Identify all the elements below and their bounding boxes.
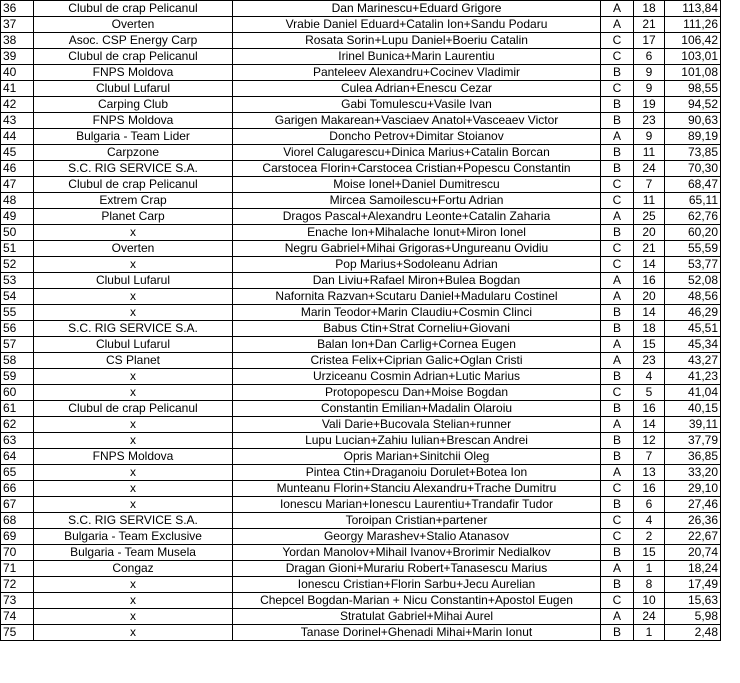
sector-cell: B bbox=[601, 401, 634, 417]
position-cell: 38 bbox=[1, 33, 34, 49]
score-cell: 111,26 bbox=[665, 17, 721, 33]
table-row bbox=[1, 257, 721, 273]
sector-cell: C bbox=[601, 385, 634, 401]
position-cell: 75 bbox=[1, 625, 34, 641]
position-cell: 46 bbox=[1, 161, 34, 177]
team-members-cell: Vali Darie+Bucovala Stelian+runner bbox=[233, 417, 601, 433]
sector-cell: B bbox=[601, 321, 634, 337]
team-members-cell: Panteleev Alexandru+Cocinev Vladimir bbox=[233, 65, 601, 81]
club-cell: S.C. RIG SERVICE S.A. bbox=[34, 513, 233, 529]
position-cell: 36 bbox=[1, 1, 34, 17]
table-row bbox=[1, 417, 721, 433]
team-members-cell: Lupu Lucian+Zahiu Iulian+Brescan Andrei bbox=[233, 433, 601, 449]
stand-cell: 17 bbox=[634, 33, 665, 49]
club-cell: CS Planet bbox=[34, 353, 233, 369]
stand-cell: 1 bbox=[634, 625, 665, 641]
sector-cell: C bbox=[601, 81, 634, 97]
position-cell: 72 bbox=[1, 577, 34, 593]
club-cell: x bbox=[34, 225, 233, 241]
table-row bbox=[1, 449, 721, 465]
club-cell: Clubul de crap Pelicanul bbox=[34, 401, 233, 417]
club-cell: Bulgaria - Team Exclusive bbox=[34, 529, 233, 545]
team-members-cell: Rosata Sorin+Lupu Daniel+Boeriu Catalin bbox=[233, 33, 601, 49]
table-row bbox=[1, 177, 721, 193]
sector-cell: C bbox=[601, 241, 634, 257]
sector-cell: C bbox=[601, 529, 634, 545]
team-members-cell: Opris Marian+Sinitchii Oleg bbox=[233, 449, 601, 465]
sector-cell: B bbox=[601, 305, 634, 321]
club-cell: Overten bbox=[34, 17, 233, 33]
club-cell: S.C. RIG SERVICE S.A. bbox=[34, 321, 233, 337]
team-members-cell: Carstocea Florin+Carstocea Cristian+Popescu Constantin bbox=[233, 161, 601, 177]
position-cell: 37 bbox=[1, 17, 34, 33]
table-row bbox=[1, 97, 721, 113]
score-cell: 39,11 bbox=[665, 417, 721, 433]
score-cell: 33,20 bbox=[665, 465, 721, 481]
score-cell: 68,47 bbox=[665, 177, 721, 193]
team-members-cell: Ionescu Cristian+Florin Sarbu+Jecu Aurelian bbox=[233, 577, 601, 593]
team-members-cell: Dragos Pascal+Alexandru Leonte+Catalin Zaharia bbox=[233, 209, 601, 225]
club-cell: x bbox=[34, 289, 233, 305]
score-cell: 52,08 bbox=[665, 273, 721, 289]
team-members-cell: Mircea Samoilescu+Fortu Adrian bbox=[233, 193, 601, 209]
position-cell: 47 bbox=[1, 177, 34, 193]
results-body bbox=[1, 1, 721, 641]
sector-cell: C bbox=[601, 257, 634, 273]
stand-cell: 8 bbox=[634, 577, 665, 593]
score-cell: 55,59 bbox=[665, 241, 721, 257]
stand-cell: 9 bbox=[634, 65, 665, 81]
stand-cell: 12 bbox=[634, 433, 665, 449]
team-members-cell: Stratulat Gabriel+Mihai Aurel bbox=[233, 609, 601, 625]
club-cell: Clubul Lufarul bbox=[34, 81, 233, 97]
score-cell: 90,63 bbox=[665, 113, 721, 129]
position-cell: 49 bbox=[1, 209, 34, 225]
team-members-cell: Vrabie Daniel Eduard+Catalin Ion+Sandu Podaru bbox=[233, 17, 601, 33]
score-cell: 73,85 bbox=[665, 145, 721, 161]
club-cell: Clubul de crap Pelicanul bbox=[34, 1, 233, 17]
position-cell: 41 bbox=[1, 81, 34, 97]
score-cell: 101,08 bbox=[665, 65, 721, 81]
table-row bbox=[1, 49, 721, 65]
position-cell: 40 bbox=[1, 65, 34, 81]
position-cell: 68 bbox=[1, 513, 34, 529]
club-cell: x bbox=[34, 465, 233, 481]
score-cell: 70,30 bbox=[665, 161, 721, 177]
club-cell: x bbox=[34, 497, 233, 513]
club-cell: x bbox=[34, 257, 233, 273]
stand-cell: 6 bbox=[634, 49, 665, 65]
stand-cell: 10 bbox=[634, 593, 665, 609]
club-cell: FNPS Moldova bbox=[34, 449, 233, 465]
table-row bbox=[1, 481, 721, 497]
table-row bbox=[1, 241, 721, 257]
table-row bbox=[1, 385, 721, 401]
club-cell: x bbox=[34, 305, 233, 321]
score-cell: 2,48 bbox=[665, 625, 721, 641]
team-members-cell: Protopopescu Dan+Moise Bogdan bbox=[233, 385, 601, 401]
club-cell: Planet Carp bbox=[34, 209, 233, 225]
team-members-cell: Toroipan Cristian+partener bbox=[233, 513, 601, 529]
team-members-cell: Enache Ion+Mihalache Ionut+Miron Ionel bbox=[233, 225, 601, 241]
table-row bbox=[1, 625, 721, 641]
club-cell: x bbox=[34, 481, 233, 497]
sector-cell: C bbox=[601, 49, 634, 65]
team-members-cell: Babus Ctin+Strat Corneliu+Giovani bbox=[233, 321, 601, 337]
table-row bbox=[1, 513, 721, 529]
sector-cell: A bbox=[601, 353, 634, 369]
club-cell: S.C. RIG SERVICE S.A. bbox=[34, 161, 233, 177]
position-cell: 42 bbox=[1, 97, 34, 113]
score-cell: 62,76 bbox=[665, 209, 721, 225]
position-cell: 71 bbox=[1, 561, 34, 577]
score-cell: 20,74 bbox=[665, 545, 721, 561]
stand-cell: 20 bbox=[634, 289, 665, 305]
stand-cell: 7 bbox=[634, 449, 665, 465]
club-cell: x bbox=[34, 609, 233, 625]
table-row bbox=[1, 529, 721, 545]
sector-cell: B bbox=[601, 433, 634, 449]
sector-cell: A bbox=[601, 1, 634, 17]
sector-cell: A bbox=[601, 417, 634, 433]
stand-cell: 11 bbox=[634, 193, 665, 209]
score-cell: 26,36 bbox=[665, 513, 721, 529]
score-cell: 15,63 bbox=[665, 593, 721, 609]
position-cell: 57 bbox=[1, 337, 34, 353]
table-row bbox=[1, 17, 721, 33]
position-cell: 43 bbox=[1, 113, 34, 129]
sector-cell: B bbox=[601, 497, 634, 513]
score-cell: 18,24 bbox=[665, 561, 721, 577]
sector-cell: A bbox=[601, 465, 634, 481]
stand-cell: 19 bbox=[634, 97, 665, 113]
position-cell: 52 bbox=[1, 257, 34, 273]
position-cell: 54 bbox=[1, 289, 34, 305]
score-cell: 40,15 bbox=[665, 401, 721, 417]
position-cell: 58 bbox=[1, 353, 34, 369]
position-cell: 73 bbox=[1, 593, 34, 609]
stand-cell: 23 bbox=[634, 113, 665, 129]
position-cell: 62 bbox=[1, 417, 34, 433]
sector-cell: A bbox=[601, 609, 634, 625]
sector-cell: B bbox=[601, 577, 634, 593]
team-members-cell: Ionescu Marian+Ionescu Laurentiu+Trandafir Tudor bbox=[233, 497, 601, 513]
position-cell: 67 bbox=[1, 497, 34, 513]
stand-cell: 25 bbox=[634, 209, 665, 225]
club-cell: x bbox=[34, 593, 233, 609]
table-row bbox=[1, 33, 721, 49]
team-members-cell: Cristea Felix+Ciprian Galic+Oglan Cristi bbox=[233, 353, 601, 369]
sector-cell: B bbox=[601, 113, 634, 129]
club-cell: x bbox=[34, 577, 233, 593]
team-members-cell: Doncho Petrov+Dimitar Stoianov bbox=[233, 129, 601, 145]
position-cell: 63 bbox=[1, 433, 34, 449]
score-cell: 89,19 bbox=[665, 129, 721, 145]
table-row bbox=[1, 81, 721, 97]
sector-cell: C bbox=[601, 593, 634, 609]
position-cell: 45 bbox=[1, 145, 34, 161]
score-cell: 5,98 bbox=[665, 609, 721, 625]
table-row bbox=[1, 337, 721, 353]
club-cell: x bbox=[34, 625, 233, 641]
stand-cell: 24 bbox=[634, 609, 665, 625]
club-cell: Clubul Lufarul bbox=[34, 337, 233, 353]
team-members-cell: Constantin Emilian+Madalin Olaroiu bbox=[233, 401, 601, 417]
club-cell: x bbox=[34, 433, 233, 449]
score-cell: 98,55 bbox=[665, 81, 721, 97]
team-members-cell: Urziceanu Cosmin Adrian+Lutic Marius bbox=[233, 369, 601, 385]
team-members-cell: Dan Liviu+Rafael Miron+Bulea Bogdan bbox=[233, 273, 601, 289]
score-cell: 41,04 bbox=[665, 385, 721, 401]
table-row bbox=[1, 433, 721, 449]
club-cell: Asoc. CSP Energy Carp bbox=[34, 33, 233, 49]
team-members-cell: Chepcel Bogdan-Marian + Nicu Constantin+Apostol Eugen bbox=[233, 593, 601, 609]
stand-cell: 7 bbox=[634, 177, 665, 193]
stand-cell: 15 bbox=[634, 337, 665, 353]
sector-cell: C bbox=[601, 193, 634, 209]
stand-cell: 21 bbox=[634, 241, 665, 257]
team-members-cell: Tanase Dorinel+Ghenadi Mihai+Marin Ionut bbox=[233, 625, 601, 641]
club-cell: Carping Club bbox=[34, 97, 233, 113]
score-cell: 22,67 bbox=[665, 529, 721, 545]
score-cell: 41,23 bbox=[665, 369, 721, 385]
score-cell: 29,10 bbox=[665, 481, 721, 497]
club-cell: FNPS Moldova bbox=[34, 65, 233, 81]
club-cell: Overten bbox=[34, 241, 233, 257]
score-cell: 17,49 bbox=[665, 577, 721, 593]
score-cell: 46,29 bbox=[665, 305, 721, 321]
team-members-cell: Culea Adrian+Enescu Cezar bbox=[233, 81, 601, 97]
team-members-cell: Pintea Ctin+Draganoiu Dorulet+Botea Ion bbox=[233, 465, 601, 481]
stand-cell: 9 bbox=[634, 129, 665, 145]
table-row bbox=[1, 593, 721, 609]
position-cell: 61 bbox=[1, 401, 34, 417]
stand-cell: 16 bbox=[634, 273, 665, 289]
stand-cell: 16 bbox=[634, 481, 665, 497]
position-cell: 50 bbox=[1, 225, 34, 241]
club-cell: x bbox=[34, 385, 233, 401]
club-cell: Bulgaria - Team Musela bbox=[34, 545, 233, 561]
stand-cell: 6 bbox=[634, 497, 665, 513]
stand-cell: 13 bbox=[634, 465, 665, 481]
table-row bbox=[1, 289, 721, 305]
position-cell: 48 bbox=[1, 193, 34, 209]
sector-cell: B bbox=[601, 449, 634, 465]
sector-cell: B bbox=[601, 225, 634, 241]
position-cell: 56 bbox=[1, 321, 34, 337]
sector-cell: B bbox=[601, 145, 634, 161]
club-cell: Clubul de crap Pelicanul bbox=[34, 49, 233, 65]
team-members-cell: Gabi Tomulescu+Vasile Ivan bbox=[233, 97, 601, 113]
team-members-cell: Dan Marinescu+Eduard Grigore bbox=[233, 1, 601, 17]
score-cell: 103,01 bbox=[665, 49, 721, 65]
sector-cell: B bbox=[601, 97, 634, 113]
position-cell: 53 bbox=[1, 273, 34, 289]
position-cell: 55 bbox=[1, 305, 34, 321]
table-row bbox=[1, 401, 721, 417]
stand-cell: 16 bbox=[634, 401, 665, 417]
sector-cell: B bbox=[601, 625, 634, 641]
team-members-cell: Marin Teodor+Marin Claudiu+Cosmin Clinci bbox=[233, 305, 601, 321]
table-row bbox=[1, 545, 721, 561]
stand-cell: 4 bbox=[634, 513, 665, 529]
score-cell: 45,34 bbox=[665, 337, 721, 353]
score-cell: 65,11 bbox=[665, 193, 721, 209]
table-row bbox=[1, 193, 721, 209]
table-row bbox=[1, 465, 721, 481]
team-members-cell: Balan Ion+Dan Carlig+Cornea Eugen bbox=[233, 337, 601, 353]
sector-cell: A bbox=[601, 129, 634, 145]
table-row bbox=[1, 273, 721, 289]
team-members-cell: Irinel Bunica+Marin Laurentiu bbox=[233, 49, 601, 65]
score-cell: 36,85 bbox=[665, 449, 721, 465]
table-row bbox=[1, 129, 721, 145]
sector-cell: A bbox=[601, 561, 634, 577]
score-cell: 48,56 bbox=[665, 289, 721, 305]
position-cell: 44 bbox=[1, 129, 34, 145]
table-row bbox=[1, 161, 721, 177]
table-row bbox=[1, 65, 721, 81]
position-cell: 66 bbox=[1, 481, 34, 497]
stand-cell: 9 bbox=[634, 81, 665, 97]
table-row bbox=[1, 353, 721, 369]
sector-cell: A bbox=[601, 289, 634, 305]
stand-cell: 20 bbox=[634, 225, 665, 241]
team-members-cell: Negru Gabriel+Mihai Grigoras+Ungureanu Ovidiu bbox=[233, 241, 601, 257]
team-members-cell: Garigen Makarean+Vasciaev Anatol+Vasceaev Victor bbox=[233, 113, 601, 129]
sector-cell: B bbox=[601, 369, 634, 385]
stand-cell: 2 bbox=[634, 529, 665, 545]
stand-cell: 1 bbox=[634, 561, 665, 577]
sector-cell: A bbox=[601, 17, 634, 33]
club-cell: FNPS Moldova bbox=[34, 113, 233, 129]
position-cell: 59 bbox=[1, 369, 34, 385]
club-cell: Congaz bbox=[34, 561, 233, 577]
position-cell: 39 bbox=[1, 49, 34, 65]
team-members-cell: Nafornita Razvan+Scutaru Daniel+Madularu Costinel bbox=[233, 289, 601, 305]
sector-cell: A bbox=[601, 273, 634, 289]
team-members-cell: Georgy Marashev+Stalio Atanasov bbox=[233, 529, 601, 545]
stand-cell: 18 bbox=[634, 321, 665, 337]
score-cell: 27,46 bbox=[665, 497, 721, 513]
sector-cell: C bbox=[601, 513, 634, 529]
sector-cell: B bbox=[601, 161, 634, 177]
score-cell: 60,20 bbox=[665, 225, 721, 241]
score-cell: 113,84 bbox=[665, 1, 721, 17]
score-cell: 45,51 bbox=[665, 321, 721, 337]
club-cell: Clubul de crap Pelicanul bbox=[34, 177, 233, 193]
stand-cell: 11 bbox=[634, 145, 665, 161]
sector-cell: A bbox=[601, 337, 634, 353]
table-row bbox=[1, 321, 721, 337]
stand-cell: 4 bbox=[634, 369, 665, 385]
table-row bbox=[1, 225, 721, 241]
table-row bbox=[1, 209, 721, 225]
stand-cell: 14 bbox=[634, 305, 665, 321]
club-cell: x bbox=[34, 369, 233, 385]
stand-cell: 15 bbox=[634, 545, 665, 561]
table-row bbox=[1, 145, 721, 161]
stand-cell: 23 bbox=[634, 353, 665, 369]
position-cell: 64 bbox=[1, 449, 34, 465]
club-cell: Carpzone bbox=[34, 145, 233, 161]
stand-cell: 18 bbox=[634, 1, 665, 17]
club-cell: Bulgaria - Team Lider bbox=[34, 129, 233, 145]
sector-cell: C bbox=[601, 33, 634, 49]
sector-cell: C bbox=[601, 177, 634, 193]
team-members-cell: Dragan Gioni+Murariu Robert+Tanasescu Marius bbox=[233, 561, 601, 577]
table-row bbox=[1, 1, 721, 17]
sector-cell: B bbox=[601, 545, 634, 561]
position-cell: 51 bbox=[1, 241, 34, 257]
table-row bbox=[1, 561, 721, 577]
table-row bbox=[1, 113, 721, 129]
stand-cell: 14 bbox=[634, 417, 665, 433]
table-row bbox=[1, 369, 721, 385]
stand-cell: 24 bbox=[634, 161, 665, 177]
sector-cell: A bbox=[601, 209, 634, 225]
stand-cell: 14 bbox=[634, 257, 665, 273]
score-cell: 94,52 bbox=[665, 97, 721, 113]
club-cell: Clubul Lufarul bbox=[34, 273, 233, 289]
score-cell: 37,79 bbox=[665, 433, 721, 449]
score-cell: 53,77 bbox=[665, 257, 721, 273]
sector-cell: C bbox=[601, 481, 634, 497]
stand-cell: 5 bbox=[634, 385, 665, 401]
position-cell: 60 bbox=[1, 385, 34, 401]
club-cell: Extrem Crap bbox=[34, 193, 233, 209]
team-members-cell: Viorel Calugarescu+Dinica Marius+Catalin Borcan bbox=[233, 145, 601, 161]
team-members-cell: Moise Ionel+Daniel Dumitrescu bbox=[233, 177, 601, 193]
team-members-cell: Munteanu Florin+Stanciu Alexandru+Trache Dumitru bbox=[233, 481, 601, 497]
sector-cell: B bbox=[601, 65, 634, 81]
position-cell: 74 bbox=[1, 609, 34, 625]
table-row bbox=[1, 577, 721, 593]
table-row bbox=[1, 305, 721, 321]
team-members-cell: Yordan Manolov+Mihail Ivanov+Brorimir Nedialkov bbox=[233, 545, 601, 561]
table-row bbox=[1, 609, 721, 625]
club-cell: x bbox=[34, 417, 233, 433]
score-cell: 106,42 bbox=[665, 33, 721, 49]
table-row bbox=[1, 497, 721, 513]
score-cell: 43,27 bbox=[665, 353, 721, 369]
position-cell: 70 bbox=[1, 545, 34, 561]
stand-cell: 21 bbox=[634, 17, 665, 33]
position-cell: 69 bbox=[1, 529, 34, 545]
position-cell: 65 bbox=[1, 465, 34, 481]
team-members-cell: Pop Marius+Sodoleanu Adrian bbox=[233, 257, 601, 273]
